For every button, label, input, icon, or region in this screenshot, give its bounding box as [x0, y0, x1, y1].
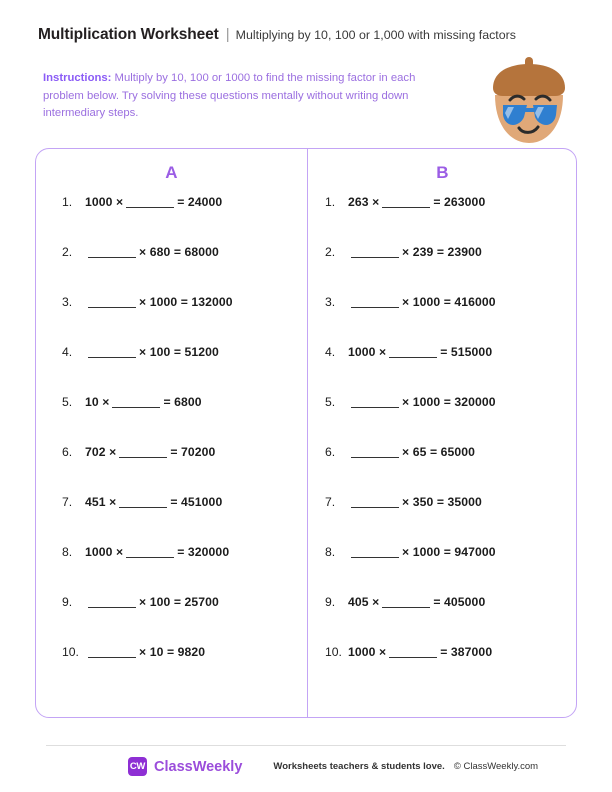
- answer-blank[interactable]: [351, 307, 399, 308]
- problem-expression: [348, 295, 496, 309]
- column-b-problem-list: [307, 195, 578, 695]
- problem-number: 4.: [325, 345, 336, 359]
- problem-expression: [348, 395, 496, 409]
- answer-blank[interactable]: [351, 457, 399, 458]
- column-a-heading: A: [165, 163, 178, 182]
- problem-box: [35, 148, 577, 718]
- problem-prefix: 1000 ×: [85, 195, 124, 209]
- problem-number: 2.: [62, 245, 73, 259]
- answer-blank[interactable]: [389, 357, 437, 358]
- problem-expression: [348, 495, 482, 509]
- classweekly-logo-icon: CW: [128, 757, 147, 776]
- answer-blank[interactable]: [351, 257, 399, 258]
- problem-expression: [85, 545, 229, 559]
- problem-prefix: 1000 ×: [348, 345, 387, 359]
- problem-expression: [348, 245, 482, 259]
- problem-item: [36, 245, 307, 295]
- problem-item: [36, 645, 307, 695]
- problem-item: [36, 545, 307, 595]
- problem-number: 6.: [325, 445, 336, 459]
- problem-item: [307, 495, 578, 545]
- answer-blank[interactable]: [382, 607, 430, 608]
- answer-blank[interactable]: [351, 407, 399, 408]
- problem-suffix: × 100 = 25700: [139, 595, 219, 609]
- problem-expression: [348, 595, 485, 609]
- instructions-block: [43, 70, 443, 123]
- page-footer: [128, 757, 538, 776]
- problem-number: 9.: [325, 595, 336, 609]
- problem-suffix: × 239 = 23900: [402, 245, 482, 259]
- problem-suffix: × 1000 = 320000: [402, 395, 496, 409]
- problem-number: 9.: [62, 595, 73, 609]
- problem-number: 7.: [62, 495, 73, 509]
- problem-suffix: = 405000: [433, 595, 486, 609]
- problem-suffix: × 1000 = 947000: [402, 545, 496, 559]
- problem-suffix: × 10 = 9820: [139, 645, 206, 659]
- problem-item: [307, 295, 578, 345]
- answer-blank[interactable]: [88, 257, 136, 258]
- problem-number: 1.: [325, 195, 336, 209]
- answer-blank[interactable]: [112, 407, 160, 408]
- problem-item: [307, 645, 578, 695]
- problem-suffix: = 263000: [433, 195, 486, 209]
- problem-item: [307, 395, 578, 445]
- problem-expression: [85, 495, 222, 509]
- problem-number: 1.: [62, 195, 73, 209]
- problem-item: [307, 595, 578, 645]
- problem-prefix: 263 ×: [348, 195, 380, 209]
- problem-number: 8.: [62, 545, 73, 559]
- problem-number: 4.: [62, 345, 73, 359]
- problem-item: [36, 295, 307, 345]
- answer-blank[interactable]: [351, 557, 399, 558]
- column-a-problem-list: [36, 195, 307, 695]
- problem-suffix: = 451000: [170, 495, 223, 509]
- problem-suffix: = 515000: [440, 345, 493, 359]
- problem-suffix: × 350 = 35000: [402, 495, 482, 509]
- problem-suffix: × 100 = 51200: [139, 345, 219, 359]
- problem-prefix: 702 ×: [85, 445, 117, 459]
- problem-suffix: × 680 = 68000: [139, 245, 219, 259]
- instructions-label: Instructions:: [43, 72, 112, 84]
- problem-expression: [85, 295, 233, 309]
- problem-item: [307, 195, 578, 245]
- column-b-heading: B: [436, 163, 449, 182]
- problem-item: [307, 345, 578, 395]
- problem-expression: [85, 345, 219, 359]
- page-title: Multiplication Worksheet: [38, 26, 219, 43]
- problem-expression: [348, 195, 485, 209]
- answer-blank[interactable]: [88, 307, 136, 308]
- answer-blank[interactable]: [119, 457, 167, 458]
- problem-number: 2.: [325, 245, 336, 259]
- column-b: [307, 149, 578, 717]
- problem-expression: [85, 595, 219, 609]
- answer-blank[interactable]: [351, 507, 399, 508]
- problem-expression: [348, 545, 496, 559]
- problem-item: [36, 495, 307, 545]
- problem-prefix: 451 ×: [85, 495, 117, 509]
- answer-blank[interactable]: [382, 207, 430, 208]
- problem-number: 6.: [62, 445, 73, 459]
- problem-prefix: 405 ×: [348, 595, 380, 609]
- acorn-mascot-icon: [481, 55, 577, 147]
- footer-tagline: Worksheets teachers & students love.: [273, 761, 445, 772]
- instructions-text: Multiply by 10, 100 or 1000 to find the missing factor in each problem below. Try solving these questions mentally without writing down intermediary steps.: [43, 72, 416, 119]
- brand-name: ClassWeekly: [154, 758, 243, 775]
- page-subtitle: Multiplying by 10, 100 or 1,000 with missing factors: [235, 28, 516, 42]
- problem-suffix: × 1000 = 132000: [139, 295, 233, 309]
- problem-item: [307, 445, 578, 495]
- problem-prefix: 1000 ×: [348, 645, 387, 659]
- problem-item: [36, 345, 307, 395]
- problem-number: 5.: [325, 395, 336, 409]
- footer-divider: [46, 745, 566, 746]
- problem-item: [36, 195, 307, 245]
- problem-prefix: 1000 ×: [85, 545, 124, 559]
- problem-expression: [85, 445, 215, 459]
- problem-suffix: = 387000: [440, 645, 493, 659]
- problem-suffix: = 24000: [177, 195, 223, 209]
- problem-number: 7.: [325, 495, 336, 509]
- answer-blank[interactable]: [88, 607, 136, 608]
- problem-expression: [348, 445, 475, 459]
- page-header: [38, 26, 516, 44]
- problem-item: [36, 395, 307, 445]
- problem-number: 10.: [325, 645, 342, 659]
- problem-expression: [85, 245, 219, 259]
- footer-copyright: © ClassWeekly.com: [453, 761, 539, 772]
- problem-item: [307, 245, 578, 295]
- problem-number: 3.: [62, 295, 73, 309]
- problem-suffix: = 6800: [163, 395, 202, 409]
- problem-number: 8.: [325, 545, 336, 559]
- problem-number: 3.: [325, 295, 336, 309]
- column-a: [36, 149, 307, 717]
- problem-item: [36, 595, 307, 645]
- answer-blank[interactable]: [389, 657, 437, 658]
- problem-number: 10.: [62, 645, 79, 659]
- problem-prefix: 10 ×: [85, 395, 110, 409]
- problem-suffix: = 320000: [177, 545, 230, 559]
- problem-suffix: × 65 = 65000: [402, 445, 476, 459]
- problem-item: [307, 545, 578, 595]
- problem-suffix: × 1000 = 416000: [402, 295, 496, 309]
- answer-blank[interactable]: [119, 507, 167, 508]
- problem-expression: [85, 395, 202, 409]
- problem-expression: [348, 345, 492, 359]
- answer-blank[interactable]: [126, 207, 174, 208]
- problem-expression: [85, 195, 222, 209]
- answer-blank[interactable]: [126, 557, 174, 558]
- answer-blank[interactable]: [88, 357, 136, 358]
- problem-expression: [348, 645, 492, 659]
- problem-item: [36, 445, 307, 495]
- problem-number: 5.: [62, 395, 73, 409]
- problem-suffix: = 70200: [170, 445, 216, 459]
- title-separator: |: [225, 26, 230, 43]
- answer-blank[interactable]: [88, 657, 136, 658]
- problem-expression: [85, 645, 205, 659]
